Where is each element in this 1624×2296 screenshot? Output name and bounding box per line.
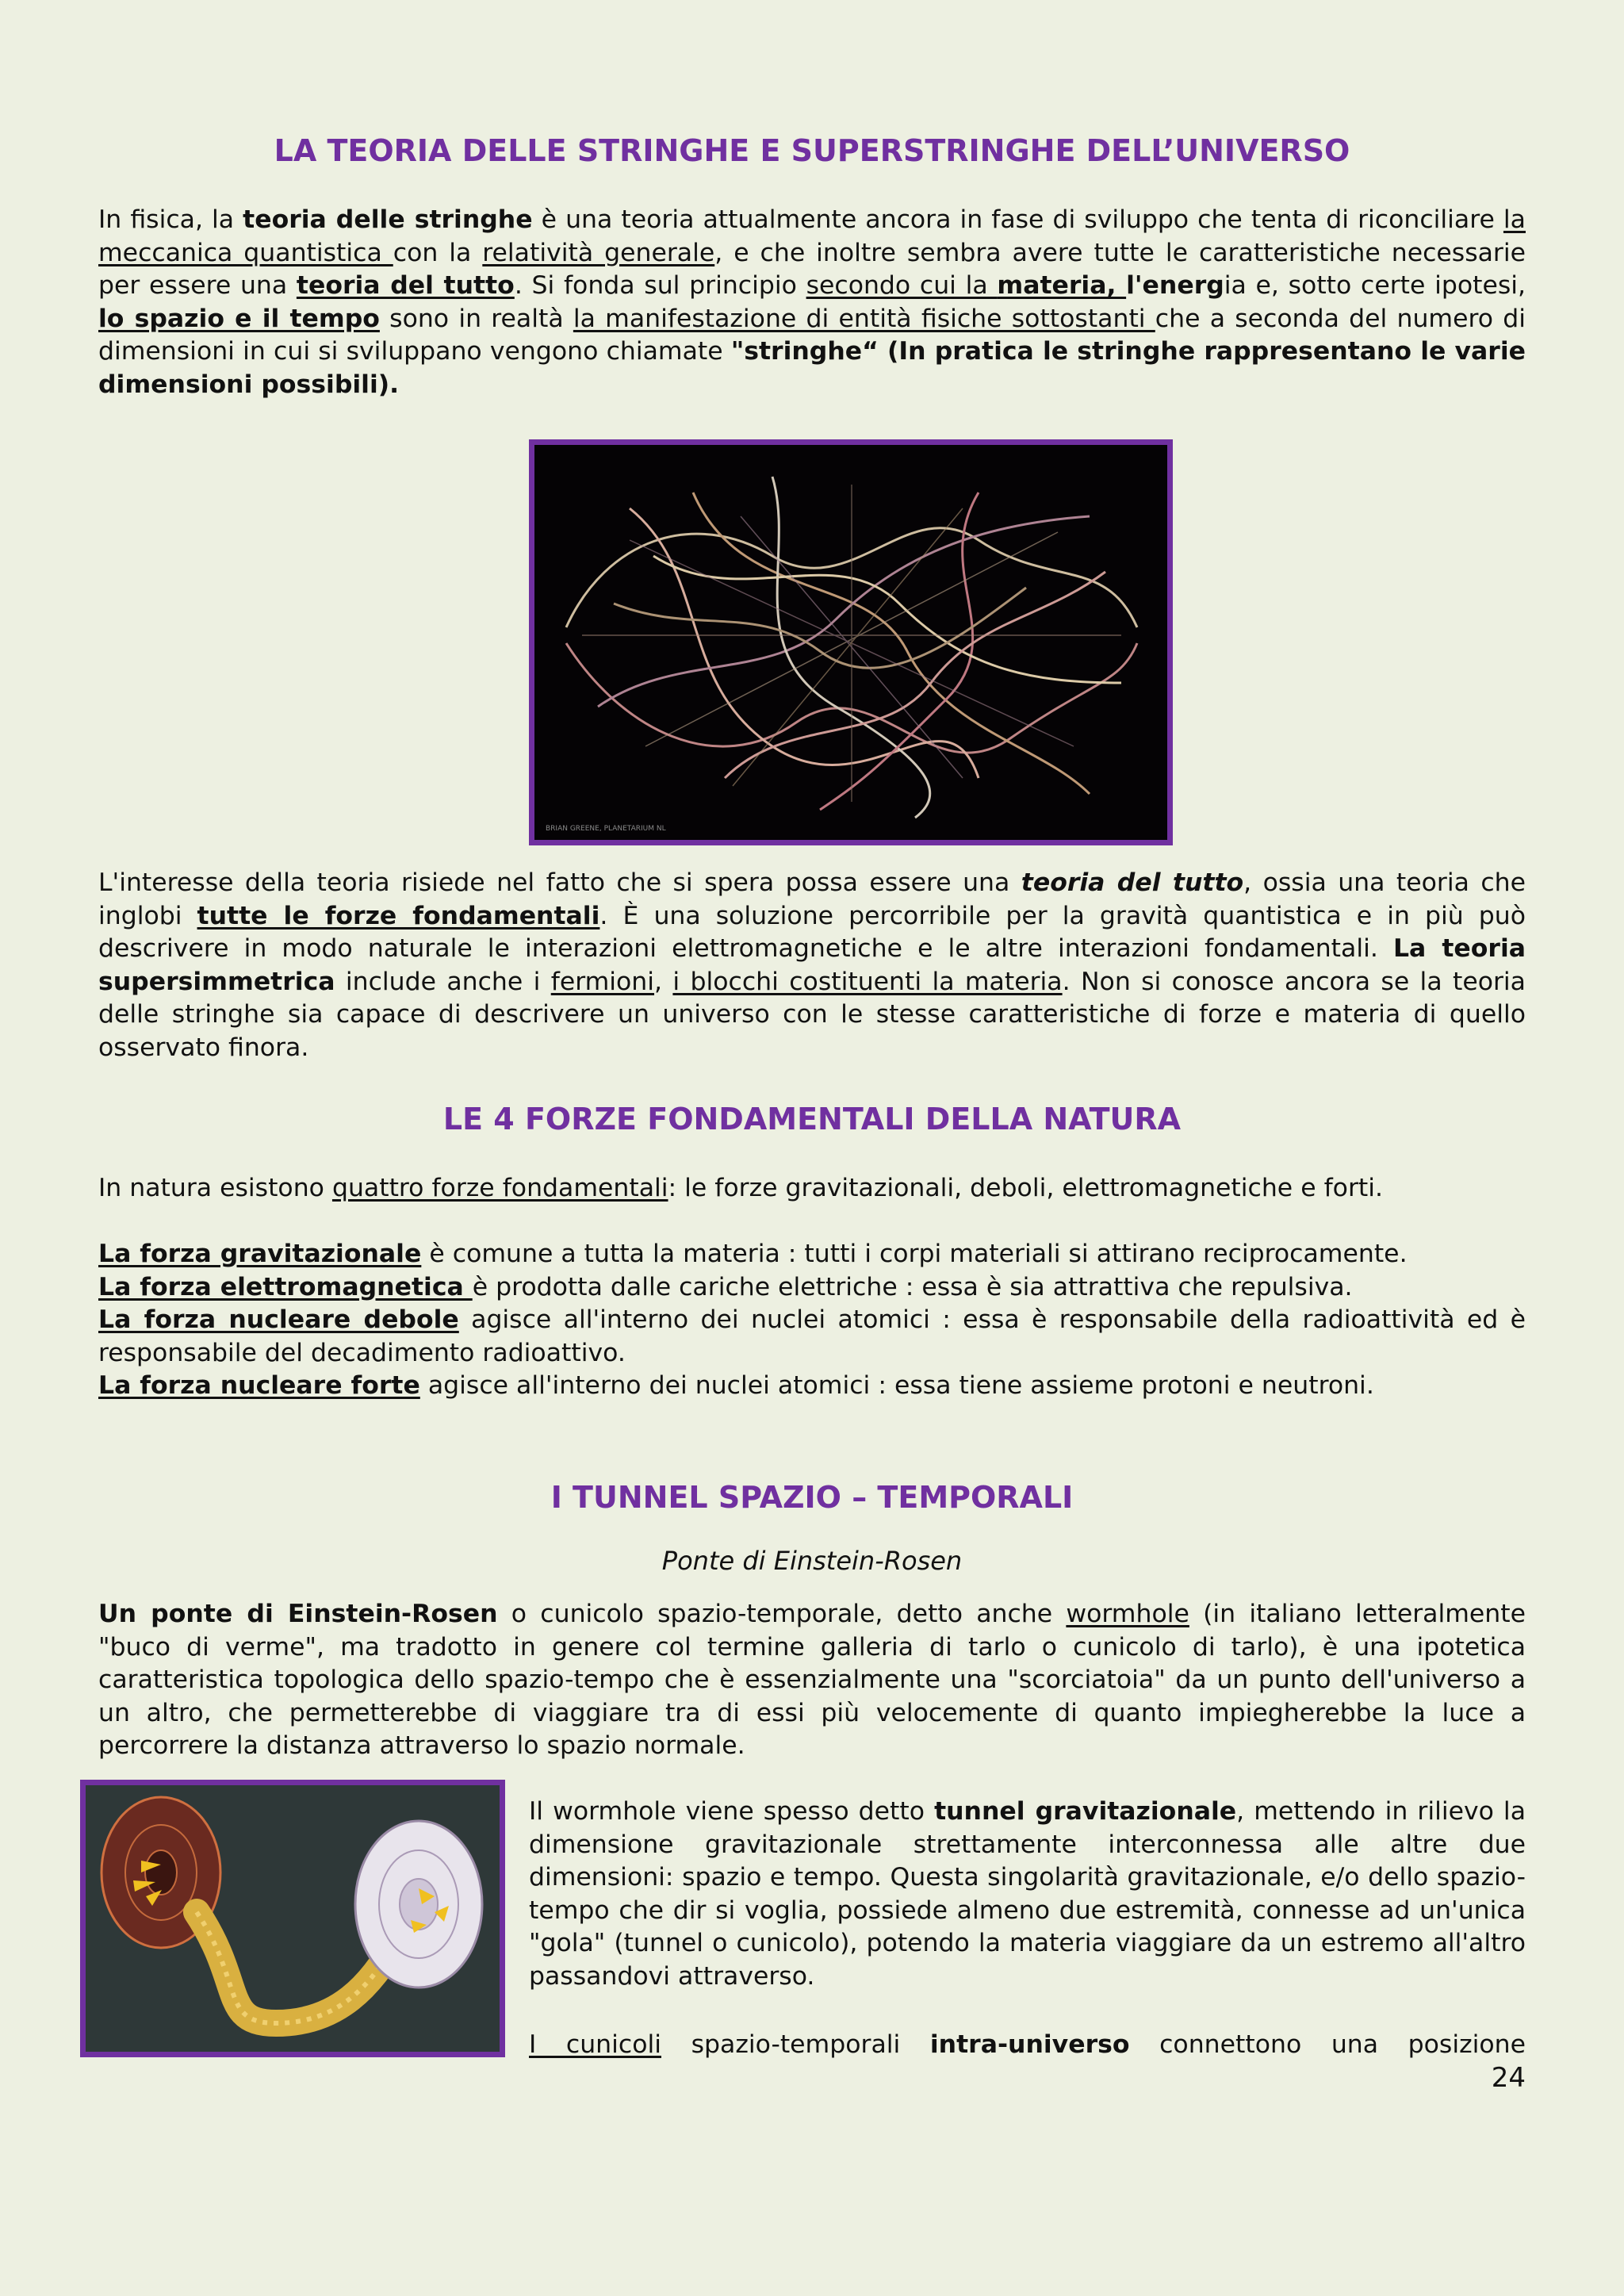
paragraph-intra-universe: I cunicoli spazio-temporali intra-universo connettono una posizione: [529, 2030, 1526, 2059]
section-title-wormholes: I TUNNEL SPAZIO – TEMPORALI: [550, 1480, 1074, 1515]
string-theory-image: [529, 439, 1173, 845]
section-title-string-theory: LA TEORIA DELLE STRINGHE E SUPERSTRINGHE DELL’UNIVERSO: [274, 133, 1350, 168]
wormhole-image: [80, 1780, 505, 2057]
section-title-four-forces: LE 4 FORZE FONDAMENTALI DELLA NATURA: [442, 1102, 1182, 1137]
force-strong-nuclear-label: La forza nucleare forte: [98, 1371, 420, 1400]
force-weak-nuclear-label: La forza nucleare debole: [98, 1305, 459, 1334]
paragraph-string-theory-intro: In fisica, la teoria delle stringhe è una teoria attualmente ancora in fase di sviluppo che tenta di riconciliare la meccanica quantistica con la relatività generale, e che inoltre sembra avere tutte le caratteristiche necessarie per essere una teoria del tutto. Si fonda sul principio secondo cui la materia, l'energia e, sotto certe ipotesi, lo spazio e il tempo sono in realtà la manifestazione di entità fisiche sottostanti che a seconda del numero di dimensioni in cui si sviluppano vengono chiamate "stringhe“ (In pratica le stringhe rappresentano le varie dimensioni possibili).: [98, 205, 1526, 399]
paragraph-four-forces-intro: In natura esistono quattro forze fondamentali: le forze gravitazionali, deboli, elettromagnetiche e forti.: [98, 1174, 1384, 1202]
wormhole-illustration: [86, 1785, 500, 2052]
force-gravitational-label: La forza gravitazionale: [98, 1240, 422, 1268]
paragraph-string-theory-interest: L'interesse della teoria risiede nel fatto che si spera possa essere una teoria del tutto, ossia una teoria che inglobi tutte le forze fondamentali. È una soluzione percorribile per la gravità quantistica e in più può descrivere in modo naturale le interazioni elettromagnetiche e le altre interazioni fondamentali. La teoria supersimmetrica include anche i fermioni, i blocchi costituenti la materia. Non si conosce ancora se la teoria delle stringhe sia capace di descrivere un universo con le stesse caratteristiche di forze e materia di quello osservato finora.: [98, 868, 1526, 1062]
paragraph-einstein-rosen: Un ponte di Einstein-Rosen o cunicolo spazio-temporale, detto anche wormhole (in italiano letteralmente "buco di verme", ma tradotto in genere col termine galleria di tarlo o cunicolo di tarlo), è una ipotetica caratteristica topologica dello spazio-tempo che è essenzialmente una "scorciatoia" da un punto dell'universo a un altro, che permetterebbe di viaggiare tra di essi più velocemente di quanto impiegherebbe la luce a percorrere la distanza attraverso lo spazio normale.: [98, 1600, 1526, 1760]
force-electromagnetic-label: La forza elettromagnetica: [98, 1272, 473, 1301]
subtitle-einstein-rosen: Ponte di Einstein-Rosen: [661, 1546, 963, 1576]
image-credit: BRIAN GREENE, PLANETARIUM NL: [546, 825, 666, 833]
calabi-yau-manifold-illustration: [534, 445, 1167, 840]
paragraph-forces-list: La forza gravitazionale è comune a tutta la materia : tutti i corpi materiali si attirano reciprocamente. La forza elettromagnetica è prodotta dalle cariche elettriche : essa è sia attrattiva che repulsiva. La forza nucleare debole agisce all'interno dei nuclei atomici : essa è responsabile della radioattività ed è responsabile del decadimento radioattivo. La forza nucleare forte agisce all'interno dei nuclei atomici : essa tiene assieme protoni e neutroni.: [98, 1240, 1526, 1400]
paragraph-wormhole-tunnel: Il wormhole viene spesso detto tunnel gravitazionale, mettendo in rilievo la dimensione gravitazionale strettamente interconnessa alle altre due dimensioni: spazio e tempo. Questa singolarità gravitazionale, e/o dello spazio-tempo che dir si voglia, possiede almeno due estremità, connesse ad un'unica "gola" (tunnel o cunicolo), potendo la materia viaggiare da un estremo all'altro passandovi attraverso.: [529, 1797, 1526, 1991]
page-number: 24: [1491, 2062, 1526, 2094]
